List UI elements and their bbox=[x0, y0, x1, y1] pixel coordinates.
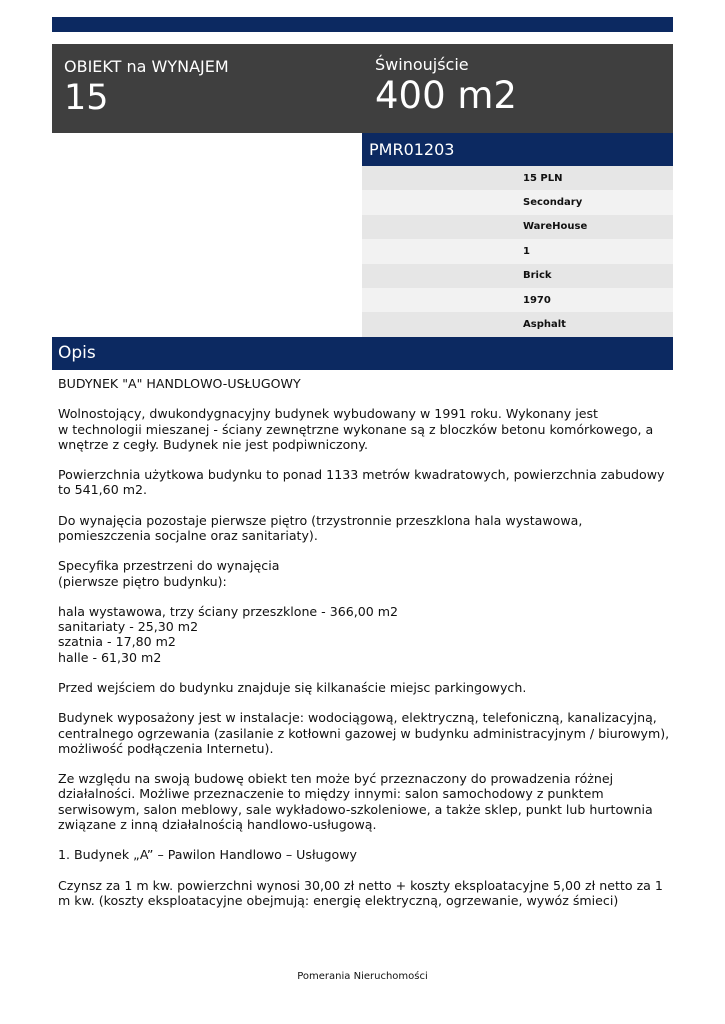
description-paragraph: BUDYNEK "A" HANDLOWO-USŁUGOWY bbox=[58, 376, 301, 391]
property-row-material bbox=[362, 264, 673, 288]
description-paragraph: Wolnostojący, dwukondygnacyjny budynek wybudowany w 1991 roku. Wykonany jest w technologii mieszanej - ściany zewnętrzne wykonane są z bloczków betonu komórkowego, a wnętrze z cegły. Budynek nie jest podpiwniczony. bbox=[58, 406, 654, 452]
listing-header bbox=[52, 44, 673, 133]
property-value: WareHouse bbox=[523, 221, 588, 233]
property-row-floors bbox=[362, 239, 673, 263]
description-paragraph: Przed wejściem do budynku znajduje się kilkanaście miejsc parkingowych. bbox=[58, 679, 527, 695]
area-value: 400 m2 bbox=[375, 74, 517, 117]
property-value: Secondary bbox=[523, 197, 583, 209]
listing-id-number: 15 bbox=[64, 78, 109, 118]
property-row-type bbox=[362, 215, 673, 239]
description-paragraph: Specyfika przestrzeni do wynajęcia (pierwsze piętro budynku): bbox=[58, 558, 280, 589]
description-body bbox=[58, 376, 670, 923]
property-value: 1 bbox=[523, 245, 530, 257]
property-row-year bbox=[362, 288, 673, 312]
header-right bbox=[375, 55, 517, 117]
top-accent-bar bbox=[52, 17, 673, 32]
description-paragraph: Czynsz za 1 m kw. powierzchni wynosi 30,00 zł netto + koszty eksploatacyjne 5,00 zł netto za 1 m kw. (koszty eksploatacyjne obejmują: energię elektryczną, ogrzewanie, wywóz śmieci) bbox=[58, 877, 663, 908]
property-row-access-road bbox=[362, 312, 673, 336]
description-paragraph: 1. Budynek „A” – Pawilon Handlowo – Usługowy bbox=[58, 847, 357, 863]
description-paragraph: Powierzchnia użytkowa budynku to ponad 1133 metrów kwadratowych, powierzchnia zabudowy to 541,60 m2. bbox=[58, 467, 665, 498]
property-value: Brick bbox=[523, 270, 552, 282]
property-row-market bbox=[362, 190, 673, 214]
description-paragraph: Budynek wyposażony jest w instalacje: wodociągową, elektryczną, telefoniczną, kanalizacyjną, centralnego ogrzewania (zasilanie z kotłowni gazowej w budynku administracyjnym / biurowym), możliwość podłączenia Internetu). bbox=[58, 710, 670, 756]
properties-table bbox=[362, 166, 673, 337]
property-row-price bbox=[362, 166, 673, 190]
property-value: 15 PLN bbox=[523, 172, 563, 184]
description-paragraph: Do wynajęcia pozostaje pierwsze piętro (trzystronnie przeszklona hala wystawowa, pomieszczenia socjalne oraz sanitariaty). bbox=[58, 512, 583, 543]
footer-company: Pomerania Nieruchomości bbox=[297, 971, 428, 982]
property-value: 1970 bbox=[523, 294, 551, 306]
reference-bar: PMR01203 bbox=[362, 133, 673, 166]
header-left bbox=[64, 57, 229, 118]
listing-type-label: OBIEKT na WYNAJEM bbox=[64, 57, 229, 76]
property-value: Asphalt bbox=[523, 319, 566, 331]
description-paragraph: hala wystawowa, trzy ściany przeszklone - 366,00 m2 sanitariaty - 25,30 m2 szatnia - 17,80 m2 halle - 61,30 m2 bbox=[58, 603, 399, 665]
photo-placeholder bbox=[52, 133, 362, 337]
description-paragraph: Ze względu na swoją budowę obiekt ten może być przeznaczony do prowadzenia różnej działalności. Możliwe przeznaczenie to między innymi: salon samochodowy z punktem serwisowym, salon meblowy, sale wykładowo-szkoleniowe, a także sklep, punkt lub hurtownia związane z inną działalnością handlowo-usługową. bbox=[58, 771, 653, 832]
city-label: Świnoujście bbox=[375, 55, 469, 74]
description-heading: Opis bbox=[52, 337, 673, 370]
